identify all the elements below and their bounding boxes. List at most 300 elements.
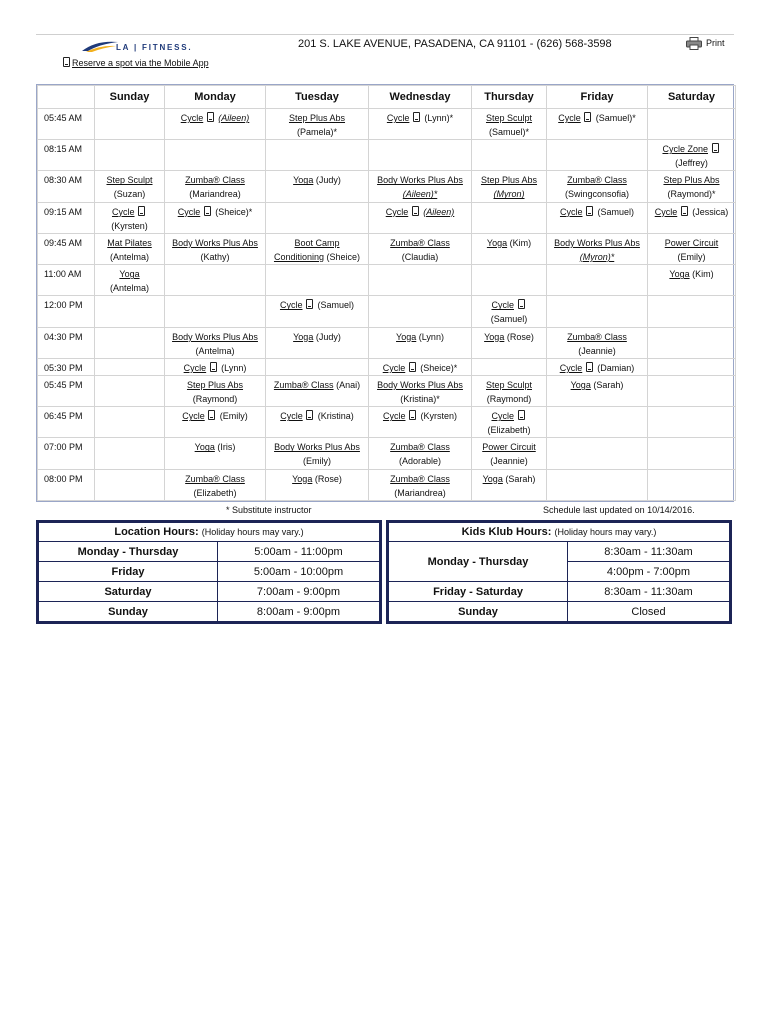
kids-hours-time: 8:30am - 11:30am xyxy=(568,542,730,562)
mobile-reservable-icon xyxy=(518,410,525,420)
reserve-link-text: Reserve a spot via the Mobile App xyxy=(72,58,209,68)
instructor-name: (Kyrsten) xyxy=(111,220,148,231)
location-hours-day: Sunday xyxy=(39,602,218,622)
class-name-link[interactable]: Cycle xyxy=(385,206,409,217)
class-cell xyxy=(165,109,266,140)
instructor-name: (Myron)* xyxy=(579,251,615,262)
kids-hours-row xyxy=(389,602,730,622)
schedule-row xyxy=(38,109,736,140)
class-name-link[interactable]: Power Circuit xyxy=(482,442,536,453)
instructor-name: (Aileen) xyxy=(423,206,455,217)
day-header-sunday: Sunday xyxy=(95,86,165,109)
schedule-row xyxy=(38,327,736,358)
class-name-link[interactable]: Yoga xyxy=(292,473,313,484)
schedule-row xyxy=(38,140,736,171)
instructor-name: (Jeffrey) xyxy=(675,158,708,169)
class-cell xyxy=(472,171,547,202)
class-cell xyxy=(547,109,648,140)
location-hours-table xyxy=(36,520,382,624)
class-cell xyxy=(266,171,369,202)
kids-hours-title xyxy=(389,523,730,542)
class-name-link[interactable]: Zumba® Class xyxy=(390,473,450,484)
class-name-link[interactable]: Step Plus Abs xyxy=(186,380,244,390)
class-name-link[interactable]: Cycle xyxy=(491,411,514,422)
instructor-name: (Kim) xyxy=(692,269,714,280)
class-name-link[interactable]: Yoga xyxy=(119,269,140,280)
mobile-reservable-icon xyxy=(681,206,688,216)
instructor-name: (Judy) xyxy=(315,175,341,186)
class-name-link[interactable]: Body Works Plus Abs xyxy=(172,237,258,248)
class-name-link[interactable]: Cycle xyxy=(182,411,205,422)
instructor-name: (Raymond) xyxy=(192,394,238,404)
location-hours-day: Saturday xyxy=(39,582,218,602)
class-cell xyxy=(165,171,266,202)
class-cell xyxy=(547,140,648,171)
class-name-link[interactable]: Step Plus Abs xyxy=(663,175,720,186)
instructor-name: (Samuel)* xyxy=(488,127,529,137)
time-slot: 08:15 AM xyxy=(38,140,95,171)
kids-hours-time: Closed xyxy=(568,602,730,622)
day-header-friday: Friday xyxy=(547,86,648,109)
schedule-row xyxy=(38,171,736,202)
class-cell xyxy=(648,171,736,202)
class-cell xyxy=(266,265,369,296)
class-cell xyxy=(369,376,472,407)
class-cell xyxy=(95,140,165,171)
instructor-name: (Rose) xyxy=(314,473,342,484)
mobile-reservable-icon xyxy=(584,112,591,122)
class-name-link[interactable]: Step Sculpt xyxy=(485,113,533,123)
time-slot: 12:00 PM xyxy=(38,296,95,327)
instructor-name: (Elizabeth) xyxy=(487,425,531,436)
class-cell xyxy=(95,407,165,438)
instructor-name: (Claudia) xyxy=(401,251,439,262)
day-header-thursday: Thursday xyxy=(472,86,547,109)
instructor-name: (Sheice)* xyxy=(215,206,253,217)
class-cell xyxy=(472,376,547,407)
class-name-link[interactable]: Yoga xyxy=(396,331,417,342)
class-name-link[interactable]: Yoga xyxy=(293,331,314,342)
class-cell xyxy=(266,233,369,264)
time-slot: 11:00 AM xyxy=(38,265,95,296)
schedule-row xyxy=(38,265,736,296)
kids-hours-time: 4:00pm - 7:00pm xyxy=(568,562,730,582)
class-cell xyxy=(95,358,165,375)
class-cell xyxy=(95,171,165,202)
class-cell xyxy=(266,327,369,358)
class-cell xyxy=(165,469,266,500)
instructor-name: (Kyrsten) xyxy=(420,411,458,422)
class-cell xyxy=(165,265,266,296)
class-cell xyxy=(547,376,648,407)
instructor-name: (Damian) xyxy=(597,362,635,373)
class-cell xyxy=(547,438,648,469)
class-cell xyxy=(266,109,369,140)
class-cell xyxy=(165,233,266,264)
schedule-row xyxy=(38,358,736,375)
location-hours-row xyxy=(39,542,380,562)
class-cell xyxy=(648,438,736,469)
instructor-name: (Anai) xyxy=(336,380,361,390)
class-cell xyxy=(369,202,472,233)
class-cell xyxy=(165,407,266,438)
class-cell xyxy=(95,109,165,140)
class-cell xyxy=(369,469,472,500)
instructor-name: (Jessica) xyxy=(692,206,729,217)
instructor-name: (Kathy) xyxy=(200,251,230,262)
mobile-reservable-icon xyxy=(138,206,145,216)
class-name-link[interactable]: Cycle xyxy=(491,300,514,311)
class-cell xyxy=(369,296,472,327)
instructor-name: (Mariandrea) xyxy=(189,189,241,200)
class-cell xyxy=(648,469,736,500)
class-cell xyxy=(648,327,736,358)
instructor-name: (Raymond) xyxy=(486,394,532,404)
time-slot: 08:30 AM xyxy=(38,171,95,202)
class-name-link[interactable]: Cycle xyxy=(558,113,581,123)
class-name-link[interactable]: Cycle xyxy=(177,206,201,217)
class-name-link[interactable]: Mat Pilates xyxy=(107,237,152,248)
time-slot: 09:45 AM xyxy=(38,233,95,264)
class-cell xyxy=(165,438,266,469)
class-name-link[interactable]: Yoga xyxy=(293,175,314,186)
time-column-header xyxy=(38,86,95,109)
instructor-name: (Suzan) xyxy=(113,189,146,200)
class-cell xyxy=(472,438,547,469)
class-name-link[interactable]: Boot Camp xyxy=(294,237,340,248)
instructor-name: (Pamela)* xyxy=(296,127,337,137)
class-cell xyxy=(547,469,648,500)
location-hours-title xyxy=(39,523,380,542)
schedule-header-row xyxy=(38,86,736,109)
kids-hours-day: Friday - Saturday xyxy=(389,582,568,602)
class-cell xyxy=(648,202,736,233)
class-name-link[interactable]: Zumba® Class xyxy=(185,473,245,484)
class-cell xyxy=(266,358,369,375)
kids-hours-subtitle: (Holiday hours may vary.) xyxy=(554,527,657,537)
location-hours-title-text: Location Hours: xyxy=(114,526,199,538)
schedule-row xyxy=(38,407,736,438)
class-name-link[interactable]: Step Sculpt xyxy=(106,175,153,186)
location-hours-time: 5:00am - 10:00pm xyxy=(218,562,380,582)
class-name-link[interactable]: Yoga xyxy=(486,237,508,248)
instructor-name: (Aileen) xyxy=(218,113,250,123)
class-cell xyxy=(369,265,472,296)
class-schedule xyxy=(36,84,734,502)
instructor-name: (Jeannie) xyxy=(490,456,528,467)
class-cell xyxy=(95,202,165,233)
time-slot: 05:30 PM xyxy=(38,358,95,375)
schedule-row xyxy=(38,469,736,500)
class-cell xyxy=(369,358,472,375)
class-cell xyxy=(547,265,648,296)
instructor-name: (Rose) xyxy=(506,331,534,342)
instructor-name: (Judy) xyxy=(315,331,341,342)
instructor-name: (Kristina) xyxy=(317,411,354,422)
class-cell xyxy=(266,202,369,233)
class-cell xyxy=(648,358,736,375)
substitute-note: * Substitute instructor xyxy=(226,505,312,515)
time-slot: 04:30 PM xyxy=(38,327,95,358)
class-cell xyxy=(266,296,369,327)
class-name-link[interactable]: Cycle xyxy=(559,362,583,373)
class-cell xyxy=(547,171,648,202)
day-header-monday: Monday xyxy=(165,86,266,109)
print-button[interactable] xyxy=(686,37,725,50)
mobile-reservable-icon xyxy=(306,299,313,309)
class-name-link[interactable]: Yoga xyxy=(194,442,215,453)
time-slot: 06:45 PM xyxy=(38,407,95,438)
class-cell xyxy=(472,407,547,438)
class-cell xyxy=(472,469,547,500)
class-name-link[interactable]: Yoga xyxy=(669,269,690,280)
location-hours-time: 8:00am - 9:00pm xyxy=(218,602,380,622)
class-cell xyxy=(547,358,648,375)
class-cell xyxy=(95,296,165,327)
class-cell xyxy=(369,438,472,469)
day-header-tuesday: Tuesday xyxy=(266,86,369,109)
mobile-reservable-icon xyxy=(413,112,420,122)
la-fitness-logo[interactable] xyxy=(80,38,240,56)
instructor-name: (Antelma) xyxy=(195,345,235,356)
location-hours-subtitle: (Holiday hours may vary.) xyxy=(201,527,304,537)
class-cell xyxy=(472,202,547,233)
class-cell xyxy=(472,265,547,296)
class-cell xyxy=(547,296,648,327)
mobile-reservable-icon xyxy=(409,410,416,420)
class-name-link[interactable]: Power Circuit xyxy=(664,237,719,248)
kids-hours-title-row xyxy=(389,523,730,542)
mobile-reservable-icon xyxy=(712,143,719,153)
mobile-reservable-icon xyxy=(306,410,313,420)
class-cell xyxy=(165,376,266,407)
class-name-link[interactable]: Yoga xyxy=(570,380,591,390)
mobile-reservable-icon xyxy=(207,112,214,122)
schedule-updated-note: Schedule last updated on 10/14/2016. xyxy=(543,505,695,515)
class-cell xyxy=(95,376,165,407)
class-cell xyxy=(547,407,648,438)
class-cell xyxy=(266,438,369,469)
printer-icon xyxy=(686,37,702,50)
class-name-link[interactable]: Cycle xyxy=(559,206,583,217)
location-hours-day: Monday - Thursday xyxy=(39,542,218,562)
class-name-link[interactable]: Yoga xyxy=(484,331,505,342)
class-cell xyxy=(369,327,472,358)
kids-hours-title-text: Kids Klub Hours: xyxy=(461,526,552,538)
location-hours-row xyxy=(39,562,380,582)
class-cell xyxy=(648,296,736,327)
instructor-name: (Kristina)* xyxy=(400,394,440,404)
instructor-name: (Samuel) xyxy=(490,314,528,325)
top-divider xyxy=(36,34,734,35)
class-cell xyxy=(547,202,648,233)
schedule-row xyxy=(38,202,736,233)
print-label: Print xyxy=(706,37,725,48)
class-cell xyxy=(266,407,369,438)
mobile-reservable-icon xyxy=(204,206,211,216)
class-cell xyxy=(266,376,369,407)
day-header-saturday: Saturday xyxy=(648,86,736,109)
mobile-reservable-icon xyxy=(208,410,215,420)
class-cell xyxy=(369,171,472,202)
kids-hours-time: 8:30am - 11:30am xyxy=(568,582,730,602)
class-name-link[interactable]: Cycle Zone xyxy=(662,144,708,155)
kids-klub-hours-table xyxy=(386,520,732,624)
class-name-link[interactable]: Cycle xyxy=(180,113,204,123)
time-slot: 07:00 PM xyxy=(38,438,95,469)
class-cell xyxy=(165,327,266,358)
time-slot: 05:45 PM xyxy=(38,376,95,407)
instructor-name: (Antelma) xyxy=(109,283,149,294)
location-hours-day: Friday xyxy=(39,562,218,582)
location-hours-row xyxy=(39,582,380,602)
class-name-link[interactable]: Zumba® Class xyxy=(185,175,245,186)
schedule-row xyxy=(38,233,736,264)
kids-hours-day: Monday - Thursday xyxy=(389,542,568,582)
class-name-link[interactable]: Body Works Plus Abs xyxy=(554,237,640,248)
class-name-link[interactable]: Zumba® Class xyxy=(390,442,450,453)
class-cell xyxy=(472,296,547,327)
instructor-name: (Aileen)* xyxy=(402,189,438,200)
instructor-name: (Lynn) xyxy=(418,331,444,342)
time-slot: 05:45 AM xyxy=(38,109,95,140)
class-cell xyxy=(95,233,165,264)
schedule-row xyxy=(38,376,736,407)
class-cell xyxy=(95,438,165,469)
instructor-name: (Antelma) xyxy=(109,251,149,262)
time-slot: 09:15 AM xyxy=(38,202,95,233)
mobile-reservable-icon xyxy=(210,362,217,372)
kids-hours-row xyxy=(389,582,730,602)
mobile-reservable-icon xyxy=(586,362,593,372)
class-name-link[interactable]: Cycle xyxy=(279,300,303,311)
class-cell xyxy=(547,233,648,264)
instructor-name: (Lynn) xyxy=(221,362,247,373)
instructor-name: (Lynn)* xyxy=(424,113,454,123)
class-name-link[interactable]: Yoga xyxy=(482,473,503,484)
instructor-name: (Sheice) xyxy=(326,251,361,262)
mobile-reservable-icon xyxy=(409,362,416,372)
class-cell xyxy=(266,140,369,171)
location-hours-title-row xyxy=(39,523,380,542)
class-cell xyxy=(165,202,266,233)
instructor-name: (Samuel) xyxy=(597,206,635,217)
class-cell xyxy=(648,233,736,264)
instructor-name: (Emily) xyxy=(303,456,331,467)
schedule-row xyxy=(38,438,736,469)
instructor-name: (Myron) xyxy=(493,189,525,200)
class-name-link[interactable]: Step Plus Abs xyxy=(288,113,346,123)
location-hours-row xyxy=(39,602,380,622)
location-hours-grid xyxy=(38,522,380,622)
instructor-name: (Emily) xyxy=(677,251,706,262)
class-name-link[interactable]: Zumba® Class xyxy=(273,380,334,390)
instructor-name: (Mariandrea) xyxy=(394,487,446,498)
class-cell xyxy=(472,140,547,171)
class-name-link[interactable]: Cycle xyxy=(280,411,303,422)
class-name-link[interactable]: Zumba® Class xyxy=(567,175,627,186)
class-name-link[interactable]: Cycle xyxy=(382,362,406,373)
kids-klub-hours-grid xyxy=(388,522,730,622)
class-name-link[interactable]: Zumba® Class xyxy=(390,237,450,248)
class-name-link[interactable]: Cycle xyxy=(111,206,135,217)
class-cell xyxy=(648,376,736,407)
instructor-name: (Adorable) xyxy=(398,456,442,467)
class-cell xyxy=(165,296,266,327)
instructor-name: (Sheice)* xyxy=(420,362,458,373)
kids-hours-row xyxy=(389,542,730,562)
class-name-link[interactable]: Cycle xyxy=(654,206,678,217)
class-name-link[interactable]: Cycle xyxy=(382,411,406,422)
class-name-link[interactable]: Cycle xyxy=(386,113,410,123)
club-address: 201 S. LAKE AVENUE, PASADENA, CA 91101 - (626) 568-3598 xyxy=(298,38,612,50)
class-cell xyxy=(369,233,472,264)
instructor-name: (Sarah) xyxy=(593,380,624,390)
class-name-link[interactable]: Step Plus Abs xyxy=(480,175,538,186)
class-cell xyxy=(648,109,736,140)
schedule-table xyxy=(37,85,736,501)
logo-text: LA | FITNESS. xyxy=(116,43,193,52)
kids-hours-day: Sunday xyxy=(389,602,568,622)
instructor-name: (Sarah) xyxy=(505,473,536,484)
class-cell xyxy=(369,140,472,171)
instructor-name: (Samuel)* xyxy=(595,113,636,123)
class-name-link[interactable]: Step Sculpt xyxy=(485,380,533,390)
instructor-name: (Iris) xyxy=(217,442,236,453)
class-cell xyxy=(472,109,547,140)
mobile-phone-icon xyxy=(63,57,70,67)
mobile-reservable-icon xyxy=(518,299,525,309)
class-cell xyxy=(95,327,165,358)
swoosh-icon xyxy=(80,38,120,54)
instructor-name: (Jeannie) xyxy=(578,345,616,356)
time-slot: 08:00 PM xyxy=(38,469,95,500)
class-cell xyxy=(648,407,736,438)
class-cell xyxy=(95,265,165,296)
class-cell xyxy=(369,109,472,140)
class-cell xyxy=(369,407,472,438)
instructor-name: (Elizabeth) xyxy=(193,487,237,498)
day-header-wednesday: Wednesday xyxy=(369,86,472,109)
instructor-name: (Samuel) xyxy=(317,300,355,311)
class-name-link[interactable]: Body Works Plus Abs xyxy=(377,175,463,186)
class-cell xyxy=(472,327,547,358)
class-name-link-2[interactable]: Conditioning xyxy=(273,251,324,262)
instructor-name: (Raymond)* xyxy=(667,189,716,200)
class-cell xyxy=(648,265,736,296)
class-cell xyxy=(472,358,547,375)
class-name-link[interactable]: Body Works Plus Abs xyxy=(377,380,463,390)
class-cell xyxy=(648,140,736,171)
instructor-name: (Kim) xyxy=(509,237,532,248)
mobile-reservable-icon xyxy=(586,206,593,216)
instructor-name: (Swingconsofia) xyxy=(564,189,630,200)
schedule-row xyxy=(38,296,736,327)
mobile-reservable-icon xyxy=(412,206,419,216)
class-name-link[interactable]: Body Works Plus Abs xyxy=(172,331,258,342)
class-name-link[interactable]: Body Works Plus Abs xyxy=(274,442,360,453)
class-name-link[interactable]: Zumba® Class xyxy=(567,331,627,342)
location-hours-time: 7:00am - 9:00pm xyxy=(218,582,380,602)
class-cell xyxy=(95,469,165,500)
class-cell xyxy=(472,233,547,264)
reserve-mobile-link[interactable] xyxy=(62,57,209,68)
instructor-name: (Emily) xyxy=(219,411,248,422)
class-cell xyxy=(266,469,369,500)
location-hours-time: 5:00am - 11:00pm xyxy=(218,542,380,562)
class-name-link[interactable]: Cycle xyxy=(183,362,207,373)
class-cell xyxy=(165,358,266,375)
